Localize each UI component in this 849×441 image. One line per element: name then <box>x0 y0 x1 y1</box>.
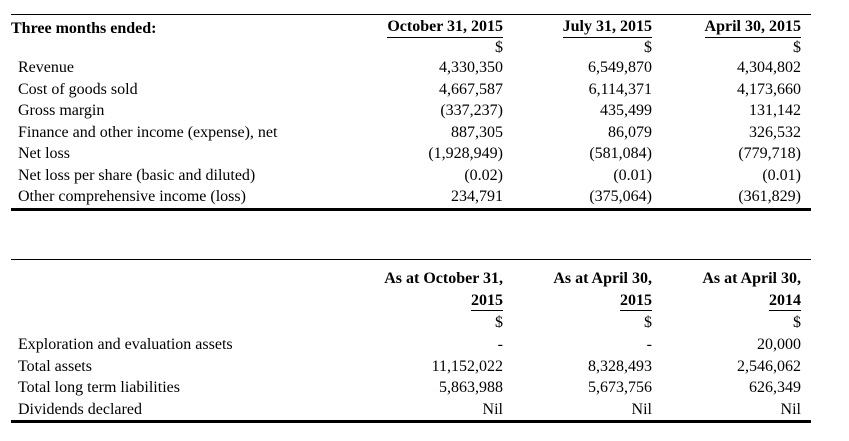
value-cell: 20,000 <box>757 336 801 354</box>
value-cell: 326,532 <box>749 123 801 141</box>
column-header-line1: As at April 30, <box>553 270 652 287</box>
currency-row <box>11 38 811 57</box>
empty-cell <box>11 312 364 334</box>
value-cell: 11,152,022 <box>431 357 503 375</box>
row-label: Total long term liabilities <box>18 379 180 397</box>
column-header-line2: 2015 <box>471 292 503 309</box>
value-cell: Nil <box>513 399 662 422</box>
value-cell: 4,173,660 <box>737 80 801 98</box>
table-row <box>11 377 811 399</box>
row-label: Gross margin <box>18 102 105 120</box>
value-cell: (0.01) <box>762 166 801 184</box>
column-header-line1: As at October 31, <box>384 270 503 287</box>
table-row <box>11 165 811 187</box>
table-row <box>11 57 811 79</box>
column-header-line1: As at April 30, <box>702 270 801 287</box>
value-cell: (337,237) <box>440 102 503 120</box>
table-row <box>11 122 811 144</box>
quarterly-results-table <box>11 14 811 211</box>
value-cell: Nil <box>662 399 811 422</box>
value-cell: 435,499 <box>600 102 652 120</box>
table-row <box>11 186 811 209</box>
quarterly-column-header <box>662 15 811 39</box>
value-cell: (0.02) <box>464 166 503 184</box>
row-label: Other comprehensive income (loss) <box>11 186 364 209</box>
value-cell: 4,667,587 <box>439 80 503 98</box>
empty-cell <box>11 38 364 57</box>
table-row <box>11 334 811 356</box>
value-cell: 8,328,493 <box>588 357 652 375</box>
value-cell: - <box>646 336 652 354</box>
currency-symbol: $ <box>793 38 801 56</box>
quarterly-header-label: Three months ended: <box>11 20 157 37</box>
row-label: Cost of goods sold <box>18 80 138 98</box>
row-label: Net loss per share (basic and diluted) <box>18 166 256 184</box>
value-cell: 5,673,756 <box>588 379 652 397</box>
row-label: Finance and other income (expense), net <box>18 123 278 141</box>
table-row <box>11 356 811 378</box>
currency-row <box>11 312 811 334</box>
currency-symbol: $ <box>644 38 652 56</box>
value-cell: (361,829) <box>662 186 811 209</box>
value-cell: 626,349 <box>749 379 801 397</box>
row-label: Dividends declared <box>11 399 364 422</box>
value-cell: 887,305 <box>451 123 503 141</box>
value-cell: (375,064) <box>513 186 662 209</box>
table-row <box>11 100 811 122</box>
table-row <box>11 79 811 101</box>
position-column-header <box>364 260 513 313</box>
quarterly-header-row <box>11 15 811 39</box>
value-cell: 2,546,062 <box>737 357 801 375</box>
column-header-line2: 2015 <box>620 292 652 309</box>
value-cell: (581,084) <box>589 145 652 163</box>
value-cell: 4,304,802 <box>737 59 801 77</box>
value-cell: (1,928,949) <box>428 145 503 163</box>
value-cell: 6,114,371 <box>588 80 652 98</box>
row-label: Total assets <box>18 357 92 375</box>
position-column-header <box>513 260 662 313</box>
currency-symbol: $ <box>793 314 801 331</box>
table-row <box>11 399 811 422</box>
quarterly-column-header <box>364 15 513 39</box>
value-cell: 6,549,870 <box>588 59 652 77</box>
value-cell: 131,142 <box>749 102 801 120</box>
table-row <box>11 143 811 165</box>
financial-position-table <box>11 259 811 423</box>
column-header-text: July 31, 2015 <box>563 17 652 38</box>
currency-symbol: $ <box>644 314 652 331</box>
value-cell: 4,330,350 <box>439 59 503 77</box>
quarterly-column-header <box>513 15 662 39</box>
currency-symbol: $ <box>495 314 503 331</box>
currency-symbol: $ <box>495 38 503 56</box>
position-column-header <box>662 260 811 313</box>
column-header-text: October 31, 2015 <box>387 17 503 38</box>
value-cell: (779,718) <box>738 145 801 163</box>
value-cell: 5,863,988 <box>439 379 503 397</box>
row-label: Net loss <box>18 145 70 163</box>
value-cell: - <box>497 336 503 354</box>
row-label: Exploration and evaluation assets <box>18 336 233 354</box>
value-cell: 234,791 <box>364 186 513 209</box>
column-header-line2: 2014 <box>769 292 801 309</box>
empty-header-cell <box>11 260 364 313</box>
value-cell: (0.01) <box>613 166 652 184</box>
row-label: Revenue <box>18 59 74 77</box>
column-header-text: April 30, 2015 <box>705 17 801 38</box>
position-header-row <box>11 260 811 313</box>
value-cell: Nil <box>364 399 513 422</box>
value-cell: 86,079 <box>608 123 652 141</box>
